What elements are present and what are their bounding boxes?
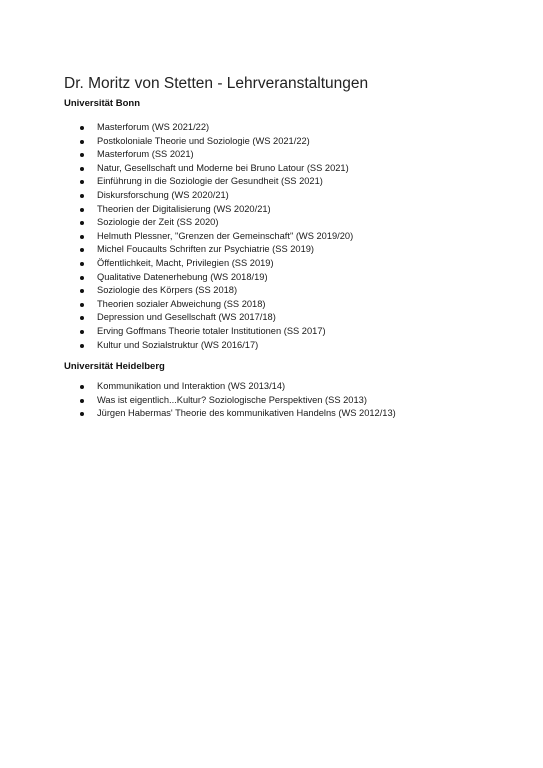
course-label: Theorien der Digitalisierung (WS 2020/21) [97,203,271,214]
course-label: Natur, Gesellschaft und Moderne bei Bruno Latour (SS 2021) [97,162,349,173]
page-title: Dr. Moritz von Stetten - Lehrveranstaltungen [64,75,369,92]
bullet-icon [80,221,84,225]
section-heading-bonn: Universität Bonn [64,98,141,109]
bullet-icon [80,385,84,389]
course-label: Depression und Gesellschaft (WS 2017/18) [97,312,276,323]
bullet-icon [80,194,84,198]
bullet-icon [80,330,84,334]
course-label: Masterforum (SS 2021) [97,149,194,160]
bullet-icon [80,126,84,130]
bullet-icon [80,289,84,293]
bullet-icon [80,262,84,266]
section-heading-heidelberg: Universität Heidelberg [64,361,165,372]
bullet-icon [80,167,84,171]
course-label: Diskursforschung (WS 2020/21) [97,189,229,200]
bullet-icon [80,248,84,252]
course-label: Helmuth Plessner, "Grenzen der Gemeinschaft" (WS 2019/20) [97,230,354,241]
bullet-icon [80,180,84,184]
course-label: Theorien sozialer Abweichung (SS 2018) [97,298,266,309]
course-label: Öffentlichkeit, Macht, Privilegien (SS 2019) [97,257,274,268]
bullet-icon [80,208,84,212]
bullet-icon [80,412,84,416]
course-label: Soziologie des Körpers (SS 2018) [97,285,238,296]
course-label: Soziologie der Zeit (SS 2020) [97,217,219,228]
bullet-icon [80,399,84,403]
bullet-icon [80,276,84,280]
bullet-icon [80,140,84,144]
bullet-icon [80,153,84,157]
bullet-icon [80,235,84,239]
course-label: Masterforum (WS 2021/22) [97,122,210,132]
bullet-icon [80,303,84,307]
course-label: Michel Foucaults Schriften zur Psychiatrie (SS 2019) [97,244,315,255]
course-label: Einführung in die Soziologie der Gesundheit (SS 2021) [97,176,323,187]
course-label: Was ist eigentlich...Kultur? Soziologische Perspektiven (SS 2013) [97,394,367,405]
course-label: Jürgen Habermas' Theorie des kommunikativen Handelns (WS 2012/13) [97,408,396,419]
course-label: Erving Goffmans Theorie totaler Institutionen (SS 2017) [97,325,326,336]
bullet-icon [80,344,84,348]
bullet-icon [80,316,84,320]
course-label: Kommunikation und Interaktion (WS 2013/14) [97,381,286,391]
course-label: Qualitative Datenerhebung (WS 2018/19) [97,271,268,282]
course-label: Postkoloniale Theorie und Soziologie (WS 2021/22) [97,135,310,146]
course-label: Kultur und Sozialstruktur (WS 2016/17) [97,339,259,350]
